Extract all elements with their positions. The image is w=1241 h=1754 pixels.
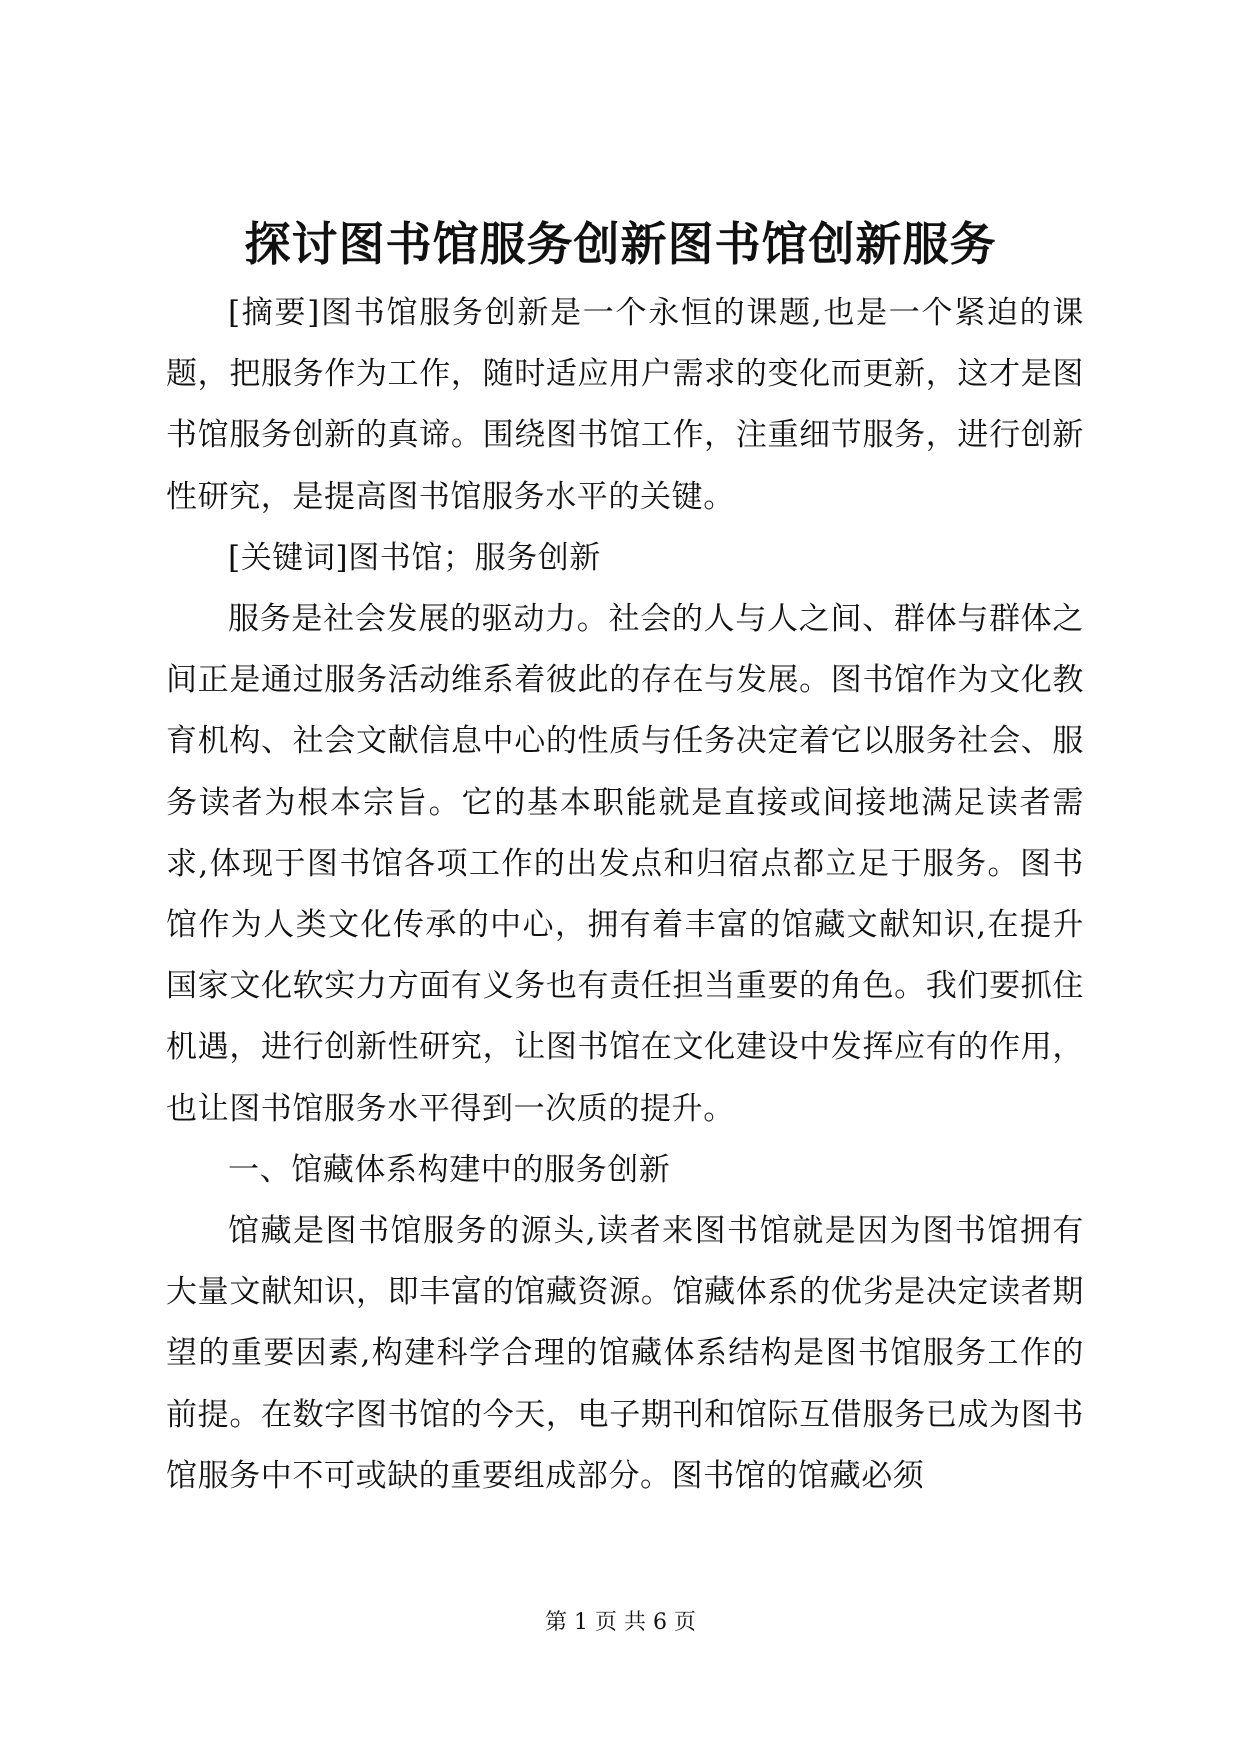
keywords-paragraph: [关键词]图书馆；服务创新: [228, 539, 601, 576]
document-body: [166, 283, 1084, 1507]
section-heading: 一、馆藏体系构建中的服务创新: [228, 1151, 671, 1188]
abstract-paragraph: [摘要]图书馆服务创新是一个永恒的课题,也是一个紧迫的课题，把服务作为工作，随时适应用户需求的变化而更新，这才是图书馆服务创新的真谛。围绕图书馆工作，注重细节服务，进行创新性研究，是提高图书馆服务水平的关键。: [166, 295, 1084, 515]
intro-paragraph: 服务是社会发展的驱动力。社会的人与人之间、群体与群体之间正是通过服务活动维系着彼此的存在与发展。图书馆作为文化教育机构、社会文献信息中心的性质与任务决定着它以服务社会、服务读者为根本宗旨。它的基本职能就是直接或间接地满足读者需求,体现于图书馆各项工作的出发点和归宿点都立足于服务。图书馆作为人类文化传承的中心，拥有着丰富的馆藏文献知识,在提升国家文化软实力方面有义务也有责任担当重要的角色。我们要抓住机遇，进行创新性研究，让图书馆在文化建设中发挥应有的作用，也让图书馆服务水平得到一次质的提升。: [166, 601, 1084, 1127]
document-title: 探讨图书馆服务创新图书馆创新服务: [244, 217, 997, 271]
page-footer: 第 1 页 共 6 页: [545, 1610, 696, 1635]
section-paragraph: 馆藏是图书馆服务的源头,读者来图书馆就是因为图书馆拥有大量文献知识，即丰富的馆藏资源。馆藏体系的优劣是决定读者期望的重要因素,构建科学合理的馆藏体系结构是图书馆服务工作的前提。在数字图书馆的今天，电子期刊和馆际互借服务已成为图书馆服务中不可或缺的重要组成部分。图书馆的馆藏必须: [166, 1213, 1084, 1494]
